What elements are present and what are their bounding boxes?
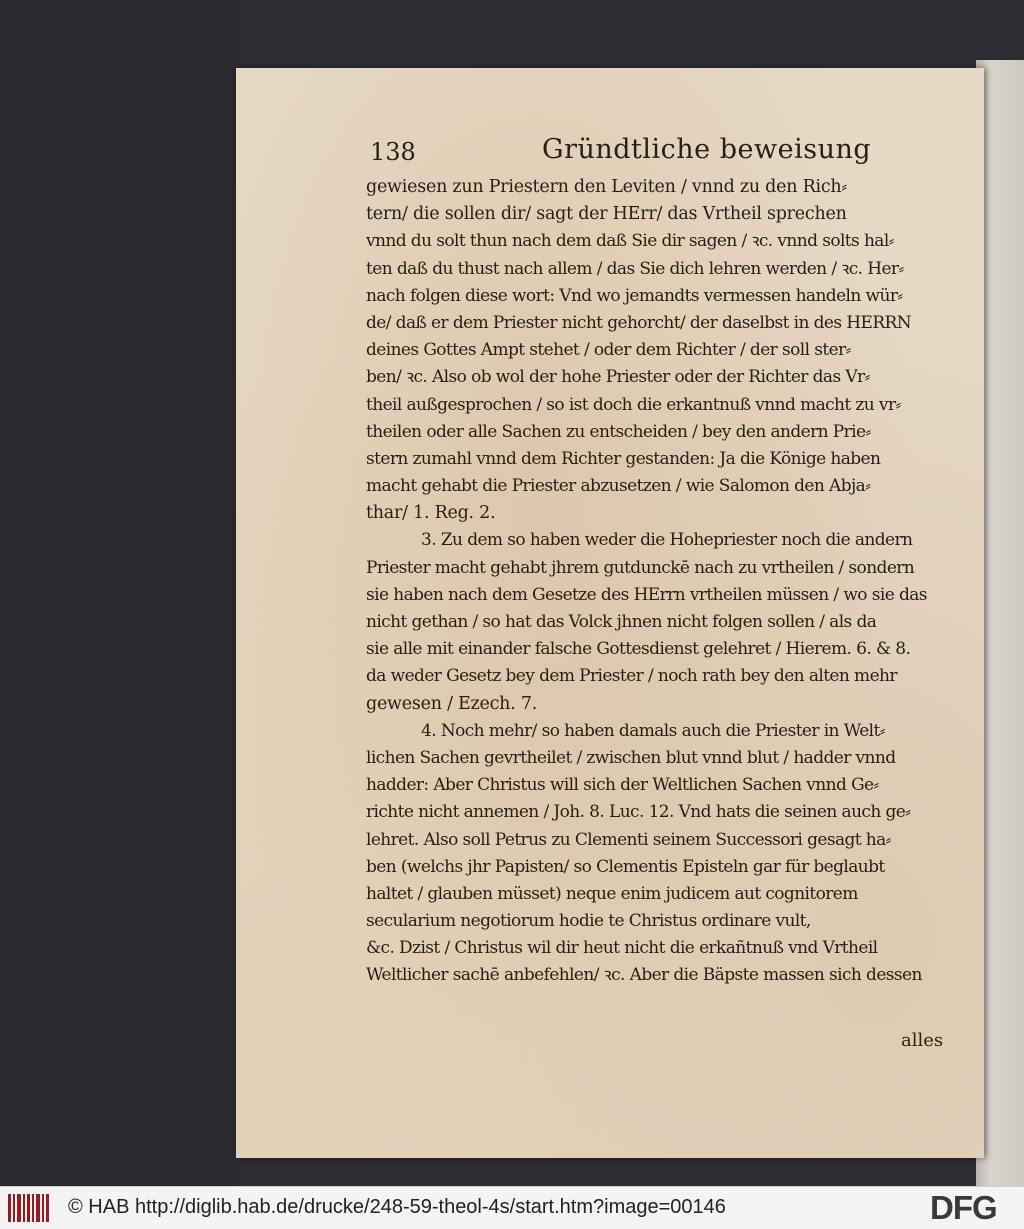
page-header: [370, 130, 930, 170]
text-line: ben/ ꝛc. Also ob wol der hohe Priester oder der Richter das Vr⸗: [366, 367, 870, 388]
dfg-logo: DFG: [930, 1189, 997, 1226]
text-line: sie alle mit einander falsche Gottesdienst gelehret / Hierem. 6. & 8.: [366, 639, 911, 660]
text-line: richte nicht annemen / Joh. 8. Luc. 12. Vnd hats die seinen auch ge⸗: [366, 802, 911, 823]
barcode-icon: [8, 1194, 50, 1222]
body-text: [366, 174, 956, 990]
text-line: gewiesen zun Priestern den Leviten / vnnd zu den Rich⸗: [366, 177, 847, 197]
paragraph-start-line: 3. Zu dem so haben weder die Hohepriester noch die andern: [421, 530, 913, 551]
text-line: macht gehabt die Priester abzusetzen / wie Salomon den Abja⸗: [366, 476, 871, 497]
text-line: theil außgesprochen / so ist doch die erkantnuß vnnd macht zu vr⸗: [366, 394, 901, 415]
text-line: sie haben nach dem Gesetze des HErrn vrtheilen müssen / wo sie das: [366, 584, 927, 605]
text-line: haltet / glauben müsset) neque enim judicem aut cognitorem: [366, 883, 858, 904]
text-line: hadder: Aber Christus will sich der Weltlichen Sachen vnnd Ge⸗: [366, 775, 879, 796]
text-line: Priester macht gehabt jhrem gutdunckē nach zu vrtheilen / sondern: [366, 557, 915, 578]
text-line: de/ daß er dem Priester nicht gehorcht/ der daselbst in des HERRN: [366, 312, 912, 333]
text-line: &c. Dzist / Christus wil dir heut nicht die erkañtnuß vnd Vrtheil: [366, 938, 878, 959]
text-line: ben (welchs jhr Papisten/ so Clementis Episteln gar für beglaubt: [366, 856, 885, 877]
book-page: [236, 68, 984, 1158]
text-line: vnnd du solt thun nach dem daß Sie dir sagen / ꝛc. vnnd solts hal⸗: [366, 231, 894, 252]
text-line: nach folgen diese wort: Vnd wo jemandts vermessen handeln wür⸗: [366, 285, 903, 306]
text-line: da weder Gesetz bey dem Priester / noch rath bey den alten mehr: [366, 666, 897, 687]
text-line: Weltlicher sachē anbefehlen/ ꝛc. Aber die Bäpste massen sich dessen: [366, 965, 922, 986]
page-number: 138: [370, 138, 416, 166]
text-line: lichen Sachen gevrtheilet / zwischen blut vnnd blut / hadder vnnd: [366, 747, 896, 768]
text-line: tern/ die sollen dir/ sagt der HErr/ das Vrtheil sprechen: [366, 204, 847, 225]
text-line: gewesen / Ezech. 7.: [366, 693, 538, 714]
paragraph-start-line: 4. Noch mehr/ so haben damals auch die Priester in Welt⸗: [421, 720, 885, 741]
text-line: stern zumahl vnnd dem Richter gestanden: Ja die Könige haben: [366, 448, 881, 469]
catchword: alles: [901, 1030, 944, 1051]
source-credit-link[interactable]: © HAB http://diglib.hab.de/drucke/248-59-theol-4s/start.htm?image=00146: [68, 1196, 726, 1218]
text-line: nicht gethan / so hat das Volck jhnen nicht folgen sollen / als da: [366, 612, 877, 632]
viewer-footer: [0, 1186, 1024, 1229]
text-line: thar/ 1. Reg. 2.: [366, 503, 496, 524]
scanner-background: [0, 0, 236, 1186]
running-title: Gründtliche beweisung: [542, 134, 872, 165]
text-line: lehret. Also soll Petrus zu Clementi seinem Successori gesagt ha⸗: [366, 829, 891, 850]
page-text-block: [366, 130, 956, 1070]
text-line: secularium negotiorum hodie te Christus ordinare vult,: [366, 911, 811, 932]
text-line: ten daß du thust nach allem / das Sie dich lehren werden / ꝛc. Her⸗: [366, 258, 904, 279]
text-line: theilen oder alle Sachen zu entscheiden / bey den andern Prie⸗: [366, 421, 871, 442]
text-line: deines Gottes Ampt stehet / oder dem Richter / der soll ster⸗: [366, 340, 851, 361]
